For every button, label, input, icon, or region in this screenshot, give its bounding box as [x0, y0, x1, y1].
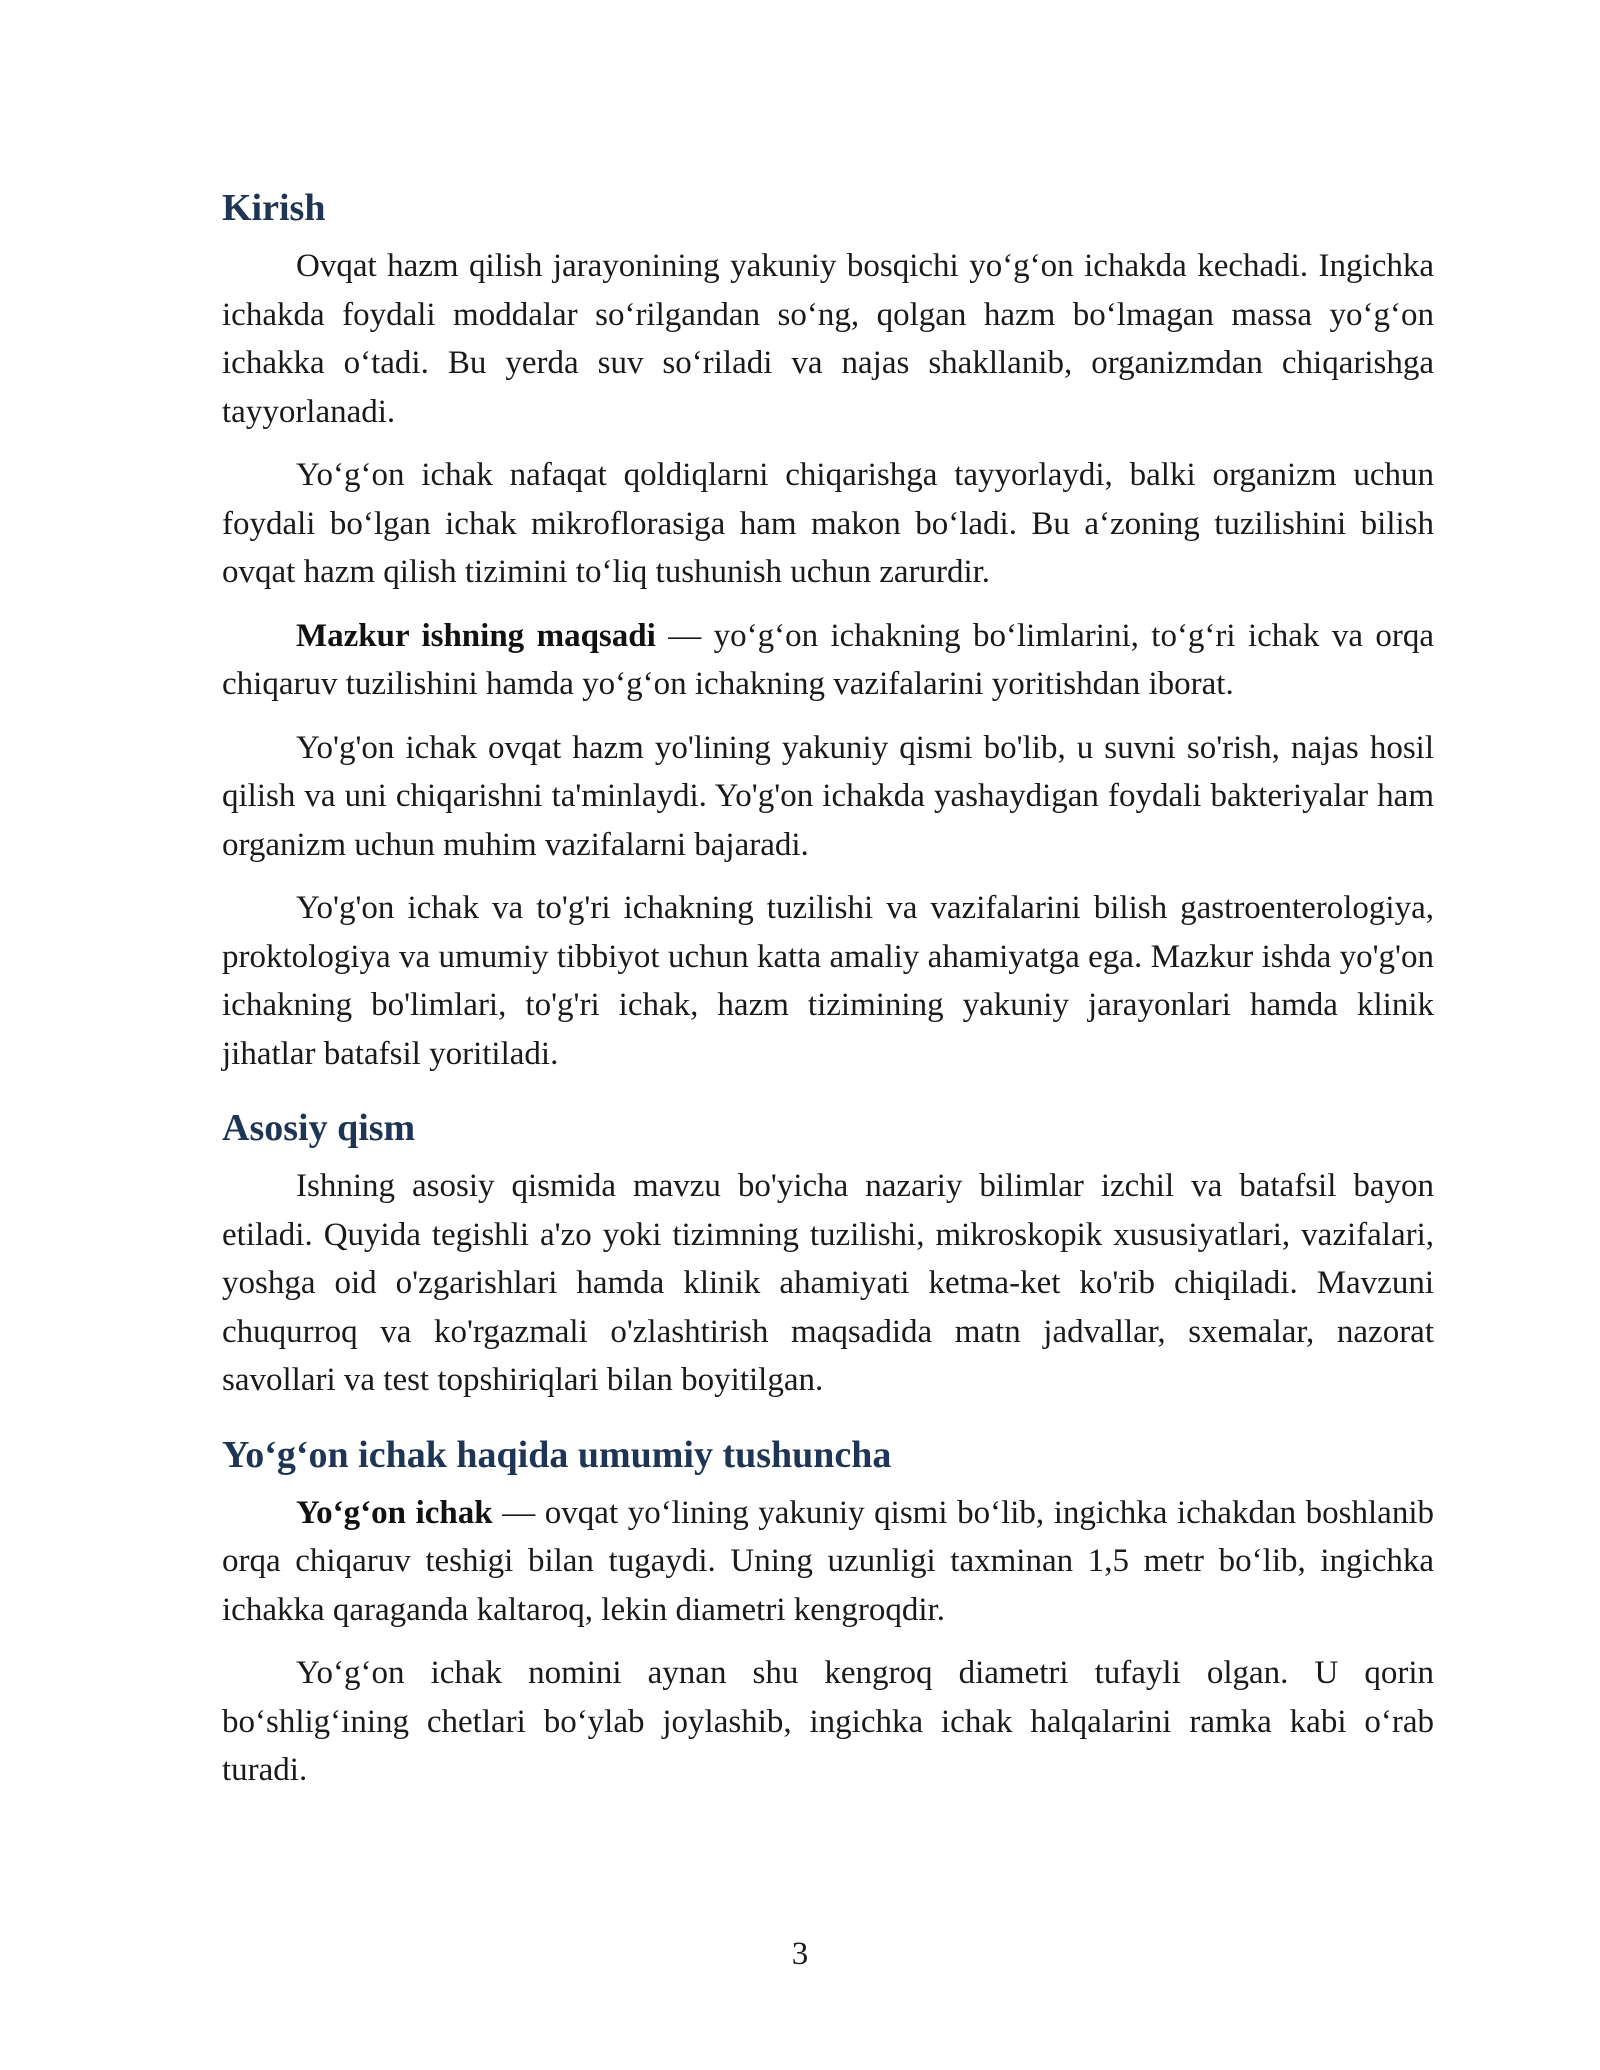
- asosiy-paragraph-1: Ishning asosiy qismida mavzu bo'yicha nazariy bilimlar izchil va batafsil bayon etiladi. Quyida tegishli a'zo yoki tizimning tuzilishi, mikroskopik xususiyatlari, vazifalari, yoshga oid o'zgarishlari hamda klinik ahamiyati ketma-ket ko'rib chiqiladi. Mavzuni chuqurroq va ko'rgazmali o'zlashtirish maqsadida matn jadvallar, sxemalar, nazorat savollari va test topshiriqlari bilan boyitilgan.: [222, 1168, 1434, 1398]
- aim-text: — yo‘g‘on ichakning bo‘limlarini, to‘g‘ri ichak va orqa chiqaruv tuzilishini hamda yo‘g‘on ichakning vazifalarini yoritishdan iborat.: [222, 617, 1435, 702]
- kirish-paragraph-3: [222, 612, 1434, 709]
- kirish-paragraph-4: Yo'g'on ichak ovqat hazm yo'lining yakuniy qismi bo'lib, u suvni so'rish, najas hosil qilish va uni chiqarishni ta'minlaydi. Yo'g'on ichakda yashaydigan foydali bakteriyalar ham organizm uchun muhim vazifalarni bajaradi.: [222, 729, 1434, 863]
- heading-umumiy-tushuncha: Yo‘g‘on ichak haqida umumiy tushuncha: [222, 1433, 892, 1476]
- term-bold: Yo‘g‘on ichak: [296, 1494, 493, 1531]
- page-content: [222, 184, 1434, 1810]
- kirish-paragraph-1: Ovqat hazm qilish jarayonining yakuniy bosqichi yo‘g‘on ichakda kechadi. Ingichka ichakda foydali moddalar so‘rilgandan so‘ng, qolgan hazm bo‘lmagan massa yo‘g‘on ichakka o‘tadi. Bu yerda suv so‘riladi va najas shakllanib, organizmdan chiqarishga tayyorlanadi.: [222, 248, 1434, 430]
- heading-asosiy-qism: Asosiy qism: [222, 1107, 416, 1149]
- heading-kirish: Kirish: [222, 187, 326, 229]
- kirish-paragraph-5: Yo'g'on ichak va to'g'ri ichakning tuzilishi va vazifalarini bilish gastroenterologiya, proktologiya va umumiy tibbiyot uchun katta amaliy ahamiyatga ega. Mazkur ishda yo'g'on ichakning bo'limlari, to'g'ri ichak, hazm tizimining yakuniy jarayonlari hamda klinik jihatlar batafsil yoritiladi.: [222, 890, 1434, 1072]
- aim-bold-term: Mazkur ishning maqsadi: [296, 617, 656, 654]
- kirish-paragraph-2: Yo‘g‘on ichak nafaqat qoldiqlarni chiqarishga tayyorlaydi, balki organizm uchun foydali bo‘lgan ichak mikroflorasiga ham makon bo‘ladi. Bu a‘zoning tuzilishini bilish ovqat hazm qilish tizimini to‘liq tushunish uchun zarurdir.: [222, 457, 1434, 590]
- umumiy-paragraph-2: Yo‘g‘on ichak nomini aynan shu kengroq diametri tufayli olgan. U qorin bo‘shlig‘ining chetlari bo‘ylab joylashib, ingichka ichak halqalarini ramka kabi o‘rab turadi.: [222, 1655, 1434, 1788]
- term-definition: — ovqat yo‘lining yakuniy qismi bo‘lib, ingichka ichakdan boshlanib orqa chiqaruv teshigi bilan tugaydi. Uning uzunligi taxminan 1,5 metr bo‘lib, ingichka ichakka qaraganda kaltaroq, lekin diametri kengroqdir.: [222, 1494, 1435, 1628]
- page-number: 3: [791, 1936, 809, 1972]
- umumiy-paragraph-1: [222, 1489, 1434, 1635]
